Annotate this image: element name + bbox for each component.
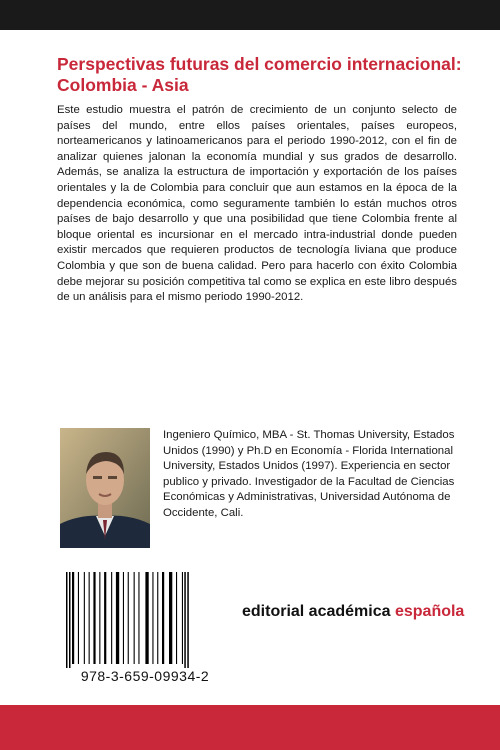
barcode-bar (182, 572, 183, 664)
barcode-bar (157, 572, 158, 664)
publisher-name-accent: española (394, 603, 465, 620)
barcode-bar (104, 572, 106, 664)
book-summary: Este estudio muestra el patrón de crecimiento de un conjunto selecto de países del mundo, entre ellos países orientales, países europeos, norteamericanos y latinoamericanos para el periodo 1990-2012, con el fin de analizar quienes jalonan la economía mundial y sus grados de desarrollo. Además, se analiza la estructura de importación y exportación de los países orientales y la de Colombia para concluir que aun estamos en la época de la dependencia económica, como seguramente también lo están muchos otros países de bajo desarrollo y que una posibilidad que tiene Colombia frente al bloque oriental es incursionar en el mercado intra-industrial donde pueden existir mercados que requieren productos de tecnología liviana que produce Colombia y que son de buena calidad. Pero para hacerlo con éxito Colombia debe mejorar su posición competitiva tal como se explica en este libro después de un análisis para el mismo periodo 1990-2012. (57, 104, 457, 304)
top-band (0, 0, 500, 30)
barcode-bar (138, 572, 139, 664)
barcode-bar (72, 572, 74, 664)
barcode-bar (169, 572, 172, 664)
barcode-bar (145, 572, 148, 664)
barcode-bar (111, 572, 112, 664)
barcode-bar (66, 572, 68, 668)
barcode-bar (89, 572, 90, 664)
publisher-name: editorial académica (242, 603, 395, 620)
author-photo (60, 428, 150, 548)
barcode-bar (184, 572, 186, 668)
barcode-bar (93, 572, 95, 664)
barcode-bar (69, 572, 71, 668)
barcode-bar (187, 572, 189, 668)
bottom-band (0, 705, 500, 750)
barcode-bar (162, 572, 164, 664)
barcode-bar (152, 572, 153, 664)
barcode-bar (99, 572, 100, 664)
book-title: Perspectivas futuras del comercio internacional: Colombia - Asia (57, 54, 462, 95)
barcode-bar (176, 572, 177, 664)
isbn-number: 978-3-659-09934-2 (80, 668, 210, 684)
publisher-logo (242, 603, 464, 621)
barcode-bar (128, 572, 129, 664)
barcode-bar (84, 572, 85, 664)
barcode-bar (123, 572, 124, 664)
barcode-bar (78, 572, 79, 664)
barcode-bar (116, 572, 119, 664)
barcode-bar (134, 572, 135, 664)
author-bio: Ingeniero Químico, MBA - St. Thomas University, Estados Unidos (1990) y Ph.D en Economía - Florida International University, Estados Unidos (1997). Experiencia en sector publico y privado. Investigador de la Facultad de Ciencias Económicas y Administrativas, Universidad Autónoma de Occidente, Cali. (163, 429, 455, 519)
